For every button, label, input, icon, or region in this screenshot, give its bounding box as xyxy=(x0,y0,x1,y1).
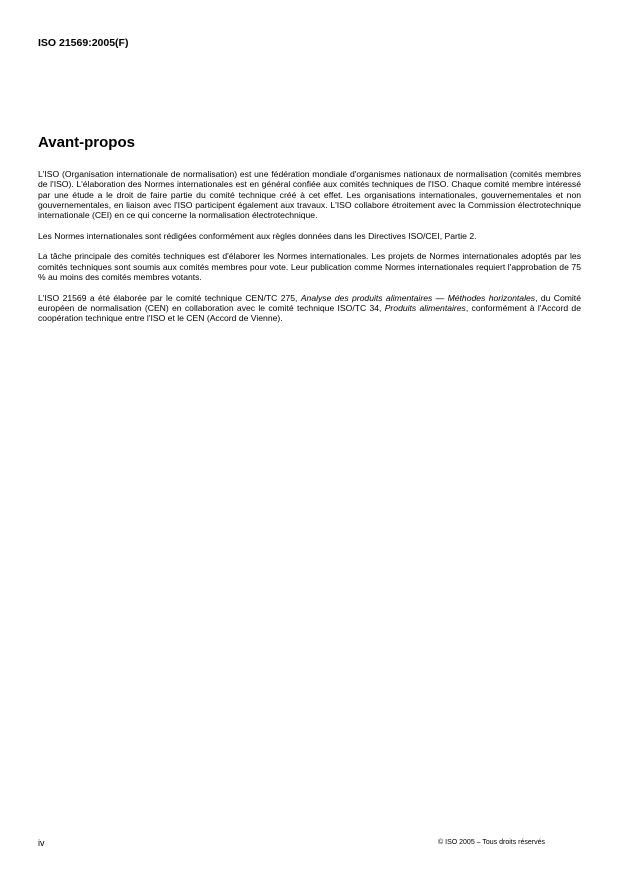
page-title: Avant-propos xyxy=(38,134,135,151)
paragraph-iso-organisation: L'ISO (Organisation internationale de normalisation) est une fédération mondiale d'organismes nationaux de normalisation (comités membres de l'ISO). L'élaboration des Normes internationales est en général confiée aux comités techniques de l'ISO. Chaque comité membre intéressé par une étude a le droit de faire partie du comité technique créé à cet effet. Les organisations internationales, gouvernementales et non gouvernementales, en liaison avec l'ISO participent également aux travaux. L'ISO collabore étroitement avec la Commission électrotechnique internationale (CEI) en ce qui concerne la normalisation électrotechnique. xyxy=(38,169,581,221)
copyright-notice: © ISO 2005 – Tous droits réservés xyxy=(438,839,545,846)
document-id: ISO 21569:2005(F) xyxy=(38,37,129,49)
page-number: iv xyxy=(38,838,45,848)
paragraph-elaboration xyxy=(38,293,581,324)
paragraph-directives: Les Normes internationales sont rédigées conformément aux règles données dans les Directives ISO/CEI, Partie 2. xyxy=(38,230,477,241)
iso-tc-title-italic: Produits alimentaires xyxy=(384,302,466,313)
paragraph-elaboration-part3: , conformément à l'Accord de coopération technique entre l'ISO et le CEN (Accord de Vienne). xyxy=(38,302,581,324)
paragraph-technical-committees: La tâche principale des comités techniques est d'élaborer les Normes internationales. Les projets de Normes internationales adoptés par les comités techniques sont soumis aux comités membres pour vote. Leur publication comme Normes internationales requiert l'approbation de 75 % au moins des comités membres votants. xyxy=(38,251,581,282)
paragraph-elaboration-part1: L'ISO 21569 a été élaborée par le comité technique CEN/TC 275, xyxy=(38,292,301,303)
paragraph-elaboration-part2: , du Comité européen de normalisation (CEN) en collaboration avec le comité technique ISO/TC 34, xyxy=(38,292,581,313)
committee-title-italic: Analyse des produits alimentaires — Méthodes horizontales xyxy=(300,292,536,303)
foreword-body xyxy=(38,169,581,334)
